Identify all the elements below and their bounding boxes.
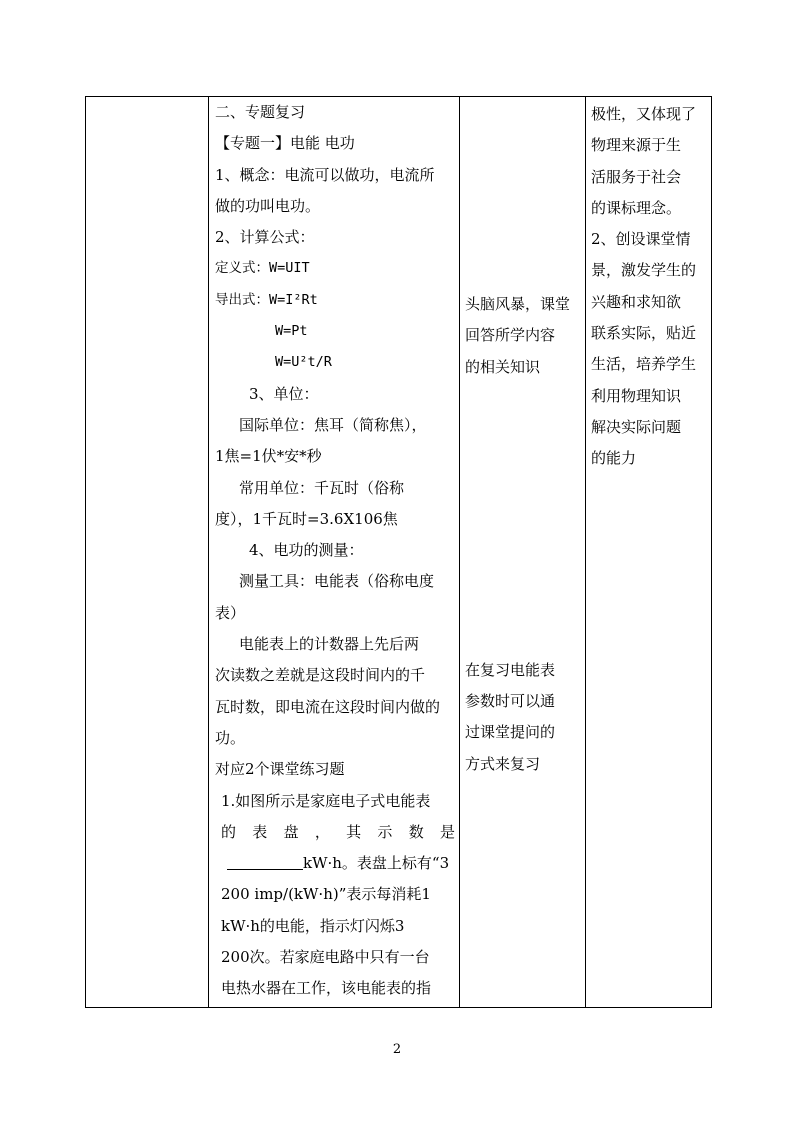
- activity-block: [460, 383, 585, 780]
- answer-blank: [227, 851, 303, 870]
- exercise-line: 电热水器在工作，该电能表的指: [221, 979, 432, 998]
- content-line: 度），1千瓦时=3.6X106焦: [215, 509, 398, 528]
- intent-block: [586, 97, 711, 475]
- intent-line: 极性，又体现了: [591, 105, 697, 123]
- empty-cell: [86, 97, 209, 1008]
- exercise-line: kW·h的电能，指示灯闪烁3: [221, 916, 405, 935]
- content-line: 3、单位：: [249, 384, 319, 403]
- intent-line: 利用物理知识: [591, 386, 682, 405]
- intent-line: 活服务于社会: [591, 167, 682, 186]
- activity-line: 头脑风暴，课堂: [465, 295, 571, 313]
- lesson-plan-table: [85, 96, 712, 1008]
- exercise-line: 200次。若家庭电路中只有一台: [221, 948, 430, 967]
- section-heading: 二、专题复习: [215, 103, 306, 121]
- activity-line: 参数时可以通: [465, 692, 556, 711]
- exercise-line: [209, 817, 459, 848]
- intent-line: 生活，培养学生: [591, 355, 697, 374]
- exercise-line: 1.如图所示是家庭电子式电能表: [221, 791, 431, 810]
- intent-line: 物理来源于生: [591, 136, 682, 155]
- student-activity-cell: [460, 97, 586, 1008]
- exercise-justified-text: 的表盘，其示数是: [221, 822, 455, 841]
- activity-line: 在复习电能表: [465, 660, 556, 679]
- content-line: 常用单位：千瓦时（俗称: [239, 478, 405, 497]
- activity-block: [460, 97, 585, 383]
- intent-line: 联系实际，贴近: [591, 324, 697, 343]
- formula-line: W=Pt: [275, 323, 308, 340]
- content-line: 表）: [215, 603, 246, 622]
- exercise-text: kW·h。表盘上标有“3: [303, 854, 450, 873]
- activity-line: 的相关知识: [465, 357, 541, 376]
- design-intent-cell: [586, 97, 712, 1008]
- table-row: [86, 97, 712, 1008]
- content-line: 测量工具：电能表（俗称电度: [239, 572, 435, 591]
- formula-line: W=U²t/R: [275, 354, 332, 371]
- intent-line: 的能力: [591, 449, 637, 468]
- formula-line: 定义式：W=UIT: [215, 260, 310, 277]
- exercise-line: [209, 848, 459, 879]
- exercise-line: 200 imp/(kW·h)”表示每消耗1: [221, 885, 431, 904]
- content-line: 电能表上的计数器上先后两: [239, 635, 420, 654]
- intent-line: 的课标理念。: [591, 198, 682, 217]
- content-line: 1焦=1伏*安*秒: [215, 447, 322, 466]
- intent-line: 兴趣和求知欲: [591, 292, 682, 311]
- teaching-content-cell: [209, 97, 460, 1008]
- content-line: 次读数之差就是这段时间内的千: [215, 666, 426, 685]
- content-line: 国际单位：焦耳（简称焦），: [239, 415, 427, 434]
- intent-line: 解决实际问题: [591, 417, 682, 436]
- content-line: 1、概念：电流可以做功，电流所: [215, 165, 435, 184]
- page-number: 2: [392, 1042, 402, 1057]
- content-line: 4、电功的测量：: [249, 541, 364, 560]
- topic-heading: 【专题一】电能 电功: [215, 134, 355, 153]
- content-line: 做的功叫电功。: [215, 196, 321, 215]
- content-line: 功。: [215, 728, 246, 747]
- content-line: 2、计算公式：: [215, 228, 315, 247]
- intent-line: 2、创设课堂情: [591, 230, 691, 249]
- activity-line: 回答所学内容: [465, 326, 556, 345]
- content-line: 瓦时数，即电流在这段时间内做的: [215, 697, 441, 716]
- activity-line: 方式来复习: [465, 754, 541, 773]
- formula-line: 导出式：W=I²Rt: [215, 291, 318, 308]
- intent-line: 景，激发学生的: [591, 261, 697, 280]
- activity-line: 过课堂提问的: [465, 723, 556, 742]
- content-line: 对应2个课堂练习题: [215, 760, 345, 779]
